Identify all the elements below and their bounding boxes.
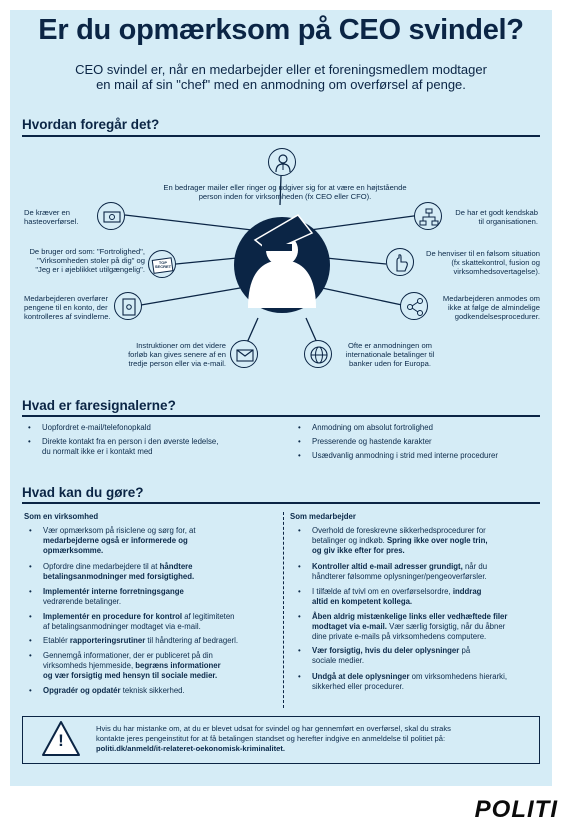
sign-item: • Usædvanlig anmodning i strid med interne procedurer — [298, 451, 498, 460]
network-nodes-icon — [400, 292, 428, 320]
section-heading-todo: Hvad kan du gøre? — [22, 485, 144, 500]
stamp-text: TOP SECRET — [154, 260, 172, 269]
section-heading-signs: Hvad er faresignalerne? — [22, 398, 176, 413]
police-report-link[interactable]: politi.dk/anmeld/it-relateret-oekonomisk-kriminalitet. — [96, 744, 286, 753]
employee-column-heading: Som medarbejder — [290, 512, 356, 521]
company-column-heading: Som en virksomhed — [24, 512, 99, 521]
org-chart-icon — [414, 202, 442, 230]
sign-item: • Anmodning om absolut fortrolighed — [298, 423, 433, 432]
right-label-2: De henviser til en følsom situation (fx skattekontrol, fusion og virksomhedsovertagelse). — [426, 249, 540, 276]
center-description: En bedrager mailer eller ringer og udgiver sig for at være en højtstående person inden for virksomheden (fx CEO eller CFO). — [163, 183, 407, 201]
bottom-right-label: Ofte er anmodningen om internationale betalinger til banker uden for Europa. — [345, 341, 435, 368]
column-divider — [283, 512, 284, 708]
right-label-3: Medarbejderen anmodes om ikke at følge de almindelige godkendelsesprocedurer. — [442, 294, 540, 321]
company-item: • Vær opmærksom på risicIene og sørg for, at medarbejderne også er informerede og opmærksomme. — [29, 526, 196, 555]
company-item: • Implementér en procedure for kontrol af legitimiteten af betalingsanmodninger modtaget via e-mail. — [29, 612, 235, 631]
company-item: • Implementér interne forretningsgange vedrørende betalinger. — [29, 587, 184, 606]
employee-item: • Undgå at dele oplysninger om virksomhedens hierarki, sikkerhed eller procedurer. — [298, 672, 507, 691]
employee-item: • Vær forsigtig, hvis du deler oplysninger på sociale medier. — [298, 646, 471, 665]
section-heading-how: Hvordan foregår det? — [22, 117, 160, 132]
right-label-1: De har et godt kendskab til organisationen. — [455, 208, 538, 226]
email-envelope-icon — [230, 340, 258, 368]
warning-text: Hvis du har mistanke om, at du er blevet udsat for svindel og har gennemført en overførsel, skal du straks kontakte jeres pengeinstitut for at få betalingen standset og herefter indgive en anmeldelse til politiet på: politi.dk/anmeld/it-relateret-oekonomisk-kriminalitet. — [96, 724, 451, 753]
politi-logo: POLITI — [474, 796, 558, 823]
sign-item: • Presserende og hastende karakter — [298, 437, 432, 446]
money-transfer-icon — [114, 292, 142, 320]
section-divider — [22, 502, 540, 504]
left-label-1: De kræver en hasteoverførsel. — [24, 208, 79, 226]
left-label-2: De bruger ord som: "Fortrolighed", "Virksomheden stoler på dig" og "Jeg er i øjeblikket utilgængelig". — [29, 247, 145, 274]
executive-person-icon — [268, 148, 296, 176]
subtitle-line-1: CEO svindel er, når en medarbejder eller et foreningsmedlem modtager — [75, 62, 487, 77]
left-label-3: Medarbejderen overfører pengene til en konto, der kontrolleres af svindlerne. — [24, 294, 111, 321]
company-item: • Opfordre dine medarbejdere til at håndtere betalingsanmodninger med forsigtighed. — [29, 562, 195, 581]
company-item: • Opgradér og opdatér teknisk sikkerhed. — [29, 686, 185, 695]
bottom-left-label: Instruktioner om det videre forløb kan gives senere af en tredje person eller via e-mail. — [128, 341, 226, 368]
section-divider — [22, 415, 540, 417]
page-title: Er du opmærksom på CEO svindel? — [38, 14, 524, 46]
company-item: • Etablér rapporteringsrutiner til håndtering af bedragerl. — [29, 636, 239, 645]
employee-item: • Kontroller altid e-mail adresser grundigt, når du håndterer følsomme oplysninger/pengeoverførsler. — [298, 562, 488, 581]
top-secret-folder-icon — [148, 250, 176, 278]
employee-item: • I tilfælde af tvivl om en overførselsordre, inddrag altid en kompetent kollega. — [298, 587, 482, 606]
globe-icon — [304, 340, 332, 368]
employee-item: • Åben aldrig mistænkelige links eller vedhæftede filer modtaget via e-mail. Vær særlig forsigtig, når du åbner dine private e-mails på virksomhedens computere. — [298, 612, 508, 641]
warning-symbol: ! — [58, 731, 64, 750]
employee-item: • Overhold de foreskrevne sikkerhedsprocedurer for betalinger og indkøb. Spring ikke over nogle trin, og giv ikke efter for pres. — [298, 526, 488, 555]
pointing-hand-icon — [386, 248, 414, 276]
sign-item: • Uopfordret e-mail/telefonopkald — [28, 423, 151, 432]
sign-item: • Direkte kontakt fra en person i den øverste ledelse, du normalt ikke er i kontakt med — [28, 437, 219, 456]
company-item: • Gennemgå informationer, der er publiceret på din virksomheds hjemmeside, begræns informationer og vær forsigtig med hensyn til sociale medier. — [29, 651, 221, 680]
subtitle-line-2: en mail af sin "chef" med en anmodning om overførsel af penge. — [96, 77, 466, 92]
